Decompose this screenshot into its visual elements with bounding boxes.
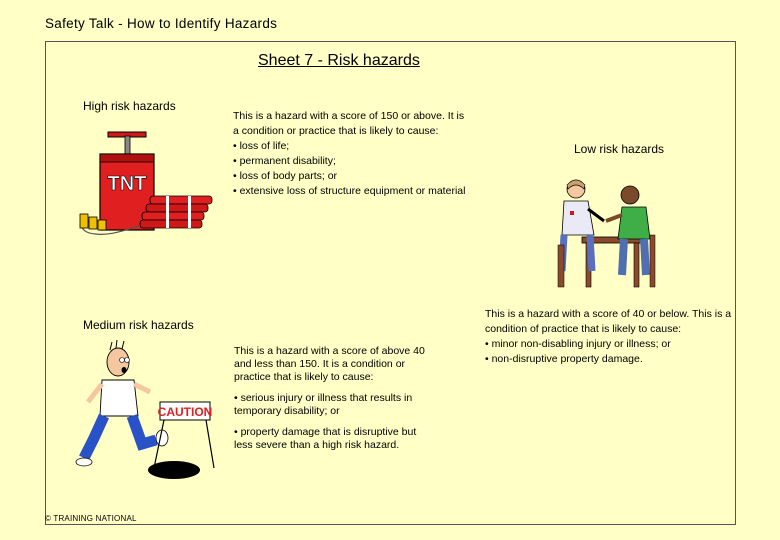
list-item: • serious injury or illness that results in temporary disability; or (234, 392, 413, 417)
list-item: • permanent disability; (233, 155, 336, 167)
caution-sign-text: CAUTION (157, 405, 213, 419)
low-risk-description (485, 307, 740, 367)
header-title: Safety Talk - How to Identify Hazards (45, 16, 278, 31)
list-item: • property damage that is disruptive but less severe than a high risk hazard. (234, 426, 417, 451)
list-item: • loss of life; (233, 140, 290, 152)
high-risk-intro: This is a hazard with a score of 150 or above. It is a condition or practice that is likely to cause: (233, 110, 465, 137)
list-item: • extensive loss of structure equipment or material (233, 185, 466, 197)
high-risk-label: High risk hazards (83, 99, 176, 113)
low-risk-label: Low risk hazards (574, 142, 665, 156)
sheet-title: Sheet 7 - Risk hazards (258, 52, 420, 69)
high-risk-description (233, 109, 468, 199)
list-item: • minor non-disabling injury or illness; or (485, 338, 671, 350)
list-item: • non-disruptive property damage. (485, 353, 643, 365)
list-item: • loss of body parts; or (233, 170, 338, 182)
dynamite-plunger-icon (70, 122, 215, 242)
medium-risk-label: Medium risk hazards (83, 318, 194, 332)
medium-risk-description (234, 345, 434, 452)
footer-copyright: © TRAINING NATIONAL (45, 514, 137, 523)
low-risk-bullets (485, 337, 740, 367)
doctor-patient-icon (552, 175, 667, 290)
svg-text:TNT: TNT (107, 173, 147, 195)
low-risk-intro: This is a hazard with a score of 40 or below. This is a condition of practice that is likely to cause: (485, 308, 732, 335)
caution-hole-icon (80, 340, 215, 490)
high-risk-bullets (233, 139, 468, 199)
medium-risk-intro: This is a hazard with a score of above 40 and less than 150. It is a condition or practice that is likely to cause: (234, 345, 425, 383)
